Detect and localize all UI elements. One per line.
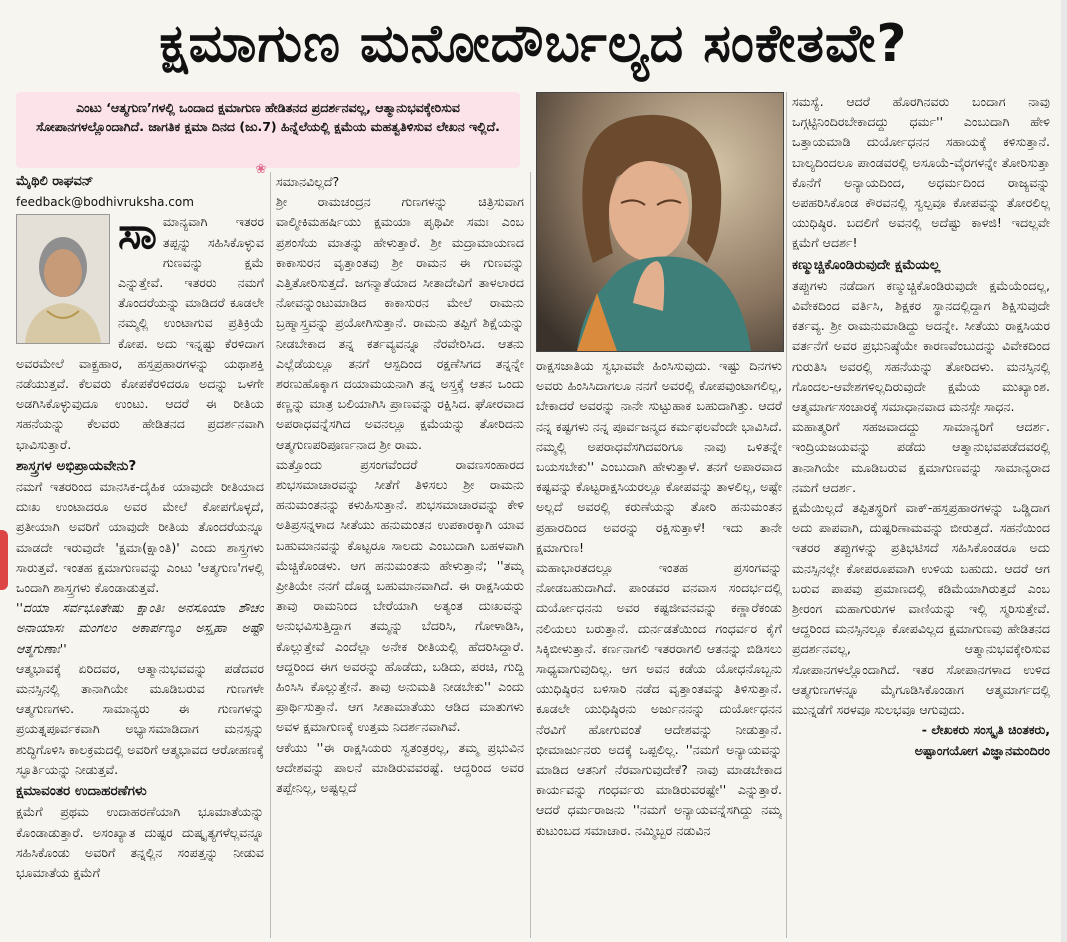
author-portrait-icon — [17, 215, 109, 343]
column-rule — [786, 92, 787, 938]
paragraph: ತಪ್ಪುಗಳು ನಡೆದಾಗ ಕಣ್ಮುಚ್ಚಿಕೊಂಡಿರುವುದೇ ಕ್ಷಮೆಯೆಂದಲ್ಲ, ವಿವೇಕದಿಂದ ವರ್ತಿಸಿ, ಶಿಕ್ಷಕರ ಸ್ಥಾನದಲ್ಲಿದ್ದಾಗ ಶಿಕ್ಷಿಸುವುದೇ ಕರ್ತವ್ಯ. ಶ್ರೀ ರಾಮನುಮಾಡಿದ್ದು ಅದನ್ನೇ. ಸೀತೆಯು ರಾಕ್ಷಸಿಯರ ವರ್ತನೆಗೆ ಅವರ ಪ್ರಭುನಿಷ್ಠೆಯೇ ಕಾರಣವೆಂಬುದನ್ನು ವಿವೇಕದಿಂದ ಗುರುತಿಸಿ ಅವರಲ್ಲಿ ಸಹನೆಯನ್ನು ತೋರಿದಳು. ಮನಸ್ಸಿನಲ್ಲಿ ಗೊಂದಲ-ಆವೇಶಗಳಿಲ್ಲದಿರುವುದೇ ಕ್ಷಮೆಯ ಮುಖ್ಯಾಂಶ. ಆತ್ಮಮಾರ್ಗಸಂಚಾರಕ್ಕೆ ಸಮಾಧಾನವಾದ ಮನಸ್ಸೇ ಸಾಧನ. — [792, 277, 1050, 415]
paragraph: ಮಾನ್ಯವಾಗಿ ಇತರರ ತಪ್ಪನ್ನು ಸಹಿಸಿಕೊಳ್ಳುವ ಗುಣವನ್ನು ಕ್ಷಮೆ ಎನ್ನುತ್ತೇವೆ. ಇತರರು ನಮಗೆ ತೊಂದರೆಯನ್ನು ಮಾಡಿದರೆ ಕೂಡಲೇ ನಮ್ಮಲ್ಲಿ ಉಂಟಾಗುವ ಪ್ರತಿಕ್ರಿಯೆ ಕೋಪ. ಅದು ಇನ್ನಷ್ಟು ಕೆರಳಿದಾಗ ಅವರಮೇಲೆ ವಾಕ್ಪ್ರಹಾರ, ಹಸ್ತಪ್ರಹಾರಗಳನ್ನು ಯಥಾಶಕ್ತಿ ನಡೆಯುತ್ತವೆ. ಕೆಲವರು ಕೋಪಕೆರಳಿದರೂ ಅದನ್ನು ಒಳಗೇ ಅಡಗಿಸಿಕೊಳ್ಳುವುದೂ ಉಂಟು. ಆದರೆ ಈ ರೀತಿಯ ಸಹನೆಯನ್ನು ಕೆಲವರು ಹೇಡಿತನದ ಪ್ರದರ್ಶನವಾಗಿ ಭಾವಿಸುತ್ತಾರೆ. — [16, 214, 264, 452]
article-column-1 — [16, 172, 264, 938]
paragraph: ಆಕೆಯು ''ಈ ರಾಕ್ಷಸಿಯರು ಸ್ವತಂತ್ರರಲ್ಲ, ತಮ್ಮ ಪ್ರಭುವಿನ ಆದೇಶವನ್ನು ಪಾಲನೆ ಮಾಡಿರುವವರಷ್ಟೆ. ಆದ್ದರಿಂದ ಅವರ ತಪ್ಪೇನಿಲ್ಲ, ಅಷ್ಟಲ್ಲದೆ — [276, 739, 524, 796]
praying-girl-icon — [537, 93, 783, 351]
paragraph: ಶ್ರೀ ರಾಮಚಂದ್ರನ ಗುಣಗಳನ್ನು ಚಿತ್ರಿಸುವಾಗ ವಾಲ್ಮೀಕಿಮಹರ್ಷಿಯು ಕ್ಷಮಯಾ ಪೃಥಿವೀ ಸಮಃ ಎಂಬ ಪ್ರಶಂಸೆಯ ಮಾತನ್ನು ಹೇಳುತ್ತಾರೆ. ಶ್ರೀ ಮದ್ರಾಮಾಯಣದ ಕಾಕಾಸುರನ ವೃತ್ತಾಂತವು ಶ್ರೀ ರಾಮನ ಈ ಗುಣವನ್ನು ಎತ್ತಿತೋರಿಸುತ್ತದೆ. ಜಗನ್ಮಾತೆಯಾದ ಸೀತಾದೇವಿಗೆ ತಾಳಲಾರದ ನೋವನ್ನುಂಟುಮಾಡಿದ ಕಾಕಾಸುರನ ಮೇಲೆ ರಾಮನು ಬ್ರಹ್ಮಾಸ್ತ್ರವನ್ನು ಪ್ರಯೋಗಿಸುತ್ತಾನೆ. ರಾಮನು ತಪ್ಪಿಗೆ ಶಿಕ್ಷೆಯನ್ನು ನೀಡಬೇಕಾದ ತನ್ನ ಕರ್ತವ್ಯವನ್ನೂ ನೆರವೇರಿಸಿದ. ಆತನು ಎಲ್ಲೆಡೆಯಲ್ಲೂ ತನಗೆ ಆಸ್ಪದಿಂದ ರಕ್ಷಣೆಸಿಗದ ತನ್ನನ್ನೇ ಶರಣುಹೊಕ್ಕಾಗ ದಯಾಮಯನಾಗಿ ತನ್ನ ಅಸ್ತ್ರಕ್ಕೆ ಆತನ ಒಂದು ಕಣ್ಣನ್ನು ಮಾತ್ರ ಬಲಿಯಾಗಿಸಿ ಪ್ರಾಣವನ್ನು ರಕ್ಷಿಸಿದ. ಘೋರವಾದ ಅಪರಾಧವನ್ನೆಸಗಿದ ಅವನಲ್ಲೂ ಕ್ಷಮೆಯನ್ನು ತೋರಿದನು ಆತ್ಮಗುಣಪರಿಪೂರ್ಣನಾದ ಶ್ರೀ ರಾಮ. — [276, 194, 524, 452]
author-email[interactable]: feedback@bodhivruksha.com — [16, 195, 194, 210]
author-note: - ಲೇಖಕರು ಸಂಸ್ಕೃತಿ ಚಿಂತಕರು, — [921, 722, 1050, 738]
standfirst: ಎಂಟು ‘ಆತ್ಮಗುಣ’ಗಳಲ್ಲಿ ಒಂದಾದ ಕ್ಷಮಾಗುಣ ಹೇಡಿತನದ ಪ್ರದರ್ಶನವಲ್ಲ, ಆತ್ಮಾನುಭವಕ್ಕೇರಿಸುವ ಸೋಪಾನಗಳಲ್ಲೊಂದಾಗಿದೆ. ಜಾಗತಿಕ ಕ್ಷಮಾ ದಿನದ (ಜು.7) ಹಿನ್ನೆಲೆಯಲ್ಲಿ ಕ್ಷಮೆಯ ಮಹತ್ವತಿಳಿಸುವ ಲೇಖನ ಇಲ್ಲಿದೆ. — [16, 92, 520, 168]
paragraph: ಕ್ಷಮೆಗೆ ಪ್ರಥಮ ಉದಾಹರಣೆಯಾಗಿ ಭೂಮಾತೆಯನ್ನು ಕೊಂಡಾಡುತ್ತಾರೆ. ಅಸಂಖ್ಯಾತ ದುಷ್ಟರ ದುಷ್ಕೃತ್ಯಗಳೆಲ್ಲವನ್ನೂ ಸಹಿಸಿಕೊಂಡು ಅವರಿಗೆ ತನ್ನಲ್ಲಿನ ಸಂಪತ್ತನ್ನು ನೀಡುವ ಭೂಮಾತೆಯ ಕ್ಷಮೆಗೆ — [16, 804, 264, 880]
paragraph: ಸಮಾನವಿಲ್ಲದೆ? — [276, 174, 340, 189]
paragraph: ಮಹಾಭಾರತದಲ್ಲೂ ಇಂತಹ ಪ್ರಸಂಗವನ್ನು ನೋಡಬಹುದಾಗಿದೆ. ಪಾಂಡವರ ವನವಾಸ ಸಂದರ್ಭದಲ್ಲಿ ದುರ್ಯೋಧನನು ಅವರ ಕಷ್ಟಜೀವನವನ್ನು ಕಣ್ಣಾರೆಕಂಡು ನಲಿಯಲು ಬರುತ್ತಾನೆ. ದುರ್ನಡತೆಯಿಂದ ಗಂಧರ್ವರ ಕೈಗೆ ಸಿಕ್ಕಿಬೀಳುತ್ತಾನೆ. ಕರ್ಣನಾಗಲಿ ಇತರರಾಗಲಿ ಆತನನ್ನು ಬಿಡಿಸಲು ಸಾಧ್ಯವಾಗುವುದಿಲ್ಲ. ಆಗ ಅವನ ಕಡೆಯ ಯೋಧನೊಬ್ಬನು ಯುಧಿಷ್ಠಿರನ ಬಳಿಸಾರಿ ನಡೆದ ವೃತ್ತಾಂತವನ್ನು ತಿಳಿಸುತ್ತಾನೆ. ಕೂಡಲೇ ಯುಧಿಷ್ಠಿರನು ಅರ್ಜುನನನ್ನು ದುರ್ಯೋಧನನ ನೆರವಿಗೆ ಹೋಗುವಂತೆ ಆದೇಶವನ್ನು ನೀಡುತ್ತಾನೆ. ಭೀಮಾರ್ಜುನರು ಅದಕ್ಕೆ ಒಪ್ಪಲಿಲ್ಲ. ''ನಮಗೆ ಅನ್ಯಾಯವನ್ನು ಮಾಡಿದ ಆತನಿಗೆ ನೆರವಾಗುವುದೇಕೆ? ನಾವು ಮಾಡಬೇಕಾದ ಕಾರ್ಯವನ್ನು ಗಂಧರ್ವರು ಮಾಡಿರುವರಷ್ಟೇ'' ಎನ್ನುತ್ತಾರೆ. ಆದರೆ ಧರ್ಮರಾಜನು ''ನಮಗೆ ಅನ್ಯಾಯವನ್ನೆಸಗಿದ್ದು ನಮ್ಮ ಕುಟುಂಬದ ಸಮಾಚಾರ. ನಮ್ಮಿಬ್ಬರ ನಡುವಿನ — [536, 560, 782, 838]
byline: ಮೈಥಿಲಿ ರಾಘವನ್ — [16, 174, 94, 189]
paragraph: ರಾಕ್ಷಸಜಾತಿಯ ಸ್ವಭಾವವೇ ಹಿಂಸಿಸುವುದು. ಇಷ್ಟು ದಿನಗಳು ಅವರು ಹಿಂಸಿಸಿದಾಗಲೂ ನನಗೆ ಅವರಲ್ಲಿ ಕೋಪವುಂಟಾಗಲಿಲ್ಲ, ಬೇಕಾದರೆ ಅವರನ್ನು ನಾನೇ ಸುಟ್ಟುಹಾಕ ಬಹುದಾಗಿತ್ತು. ಆದರೆ ನನ್ನ ಕಷ್ಟಗಳು ನನ್ನ ಪೂರ್ವಜನ್ಮದ ಕರ್ಮಫಲವೆಂದೇ ಭಾವಿಸಿದೆ. ನಮ್ಮಲ್ಲಿ ಅಪರಾಧವೆಸಗಿದವರಿಗೂ ನಾವು ಒಳಿತನ್ನೇ ಬಯಸಬೇಕು'' ಎಂಬುದಾಗಿ ಹೇಳುತ್ತಾಳೆ. ತನಗೆ ಅಪಾರವಾದ ಕಷ್ಟವನ್ನು ಕೊಟ್ಟರಾಕ್ಷಸಿಯರಲ್ಲೂ ಕೋಪವನ್ನು ತಾಳಲಿಲ್ಲ, ಅಷ್ಟೇ ಅಲ್ಲದೆ ಅವರಲ್ಲಿ ಕರುಣೆಯನ್ನು ತೋರಿ ಹನುಮಂತನ ಪ್ರಹಾರದಿಂದ ಅವರನ್ನು ರಕ್ಷಿಸುತ್ತಾಳೆ! ಇದು ತಾನೇ ಕ್ಷಮಾಗುಣ! — [536, 358, 782, 555]
adjacent-article-edge — [0, 530, 8, 590]
sanskrit-quote: ''ದಯಾ ಸರ್ವಭೂತೇಷು ಕ್ಷಾಂತಿಃ ಅನಸೂಯಾ ಶೌಚಂ ಅನಾಯಾಸಃ ಮಂಗಲಂ ಅಕಾರ್ಪಣ್ಯಂ ಅಸ್ಪೃಹಾ ಅಷ್ಟೌ ಆತ್ಮಗುಣಾಃ'' — [16, 600, 264, 656]
column-rule — [270, 172, 271, 938]
paragraph: ಮಹಾತ್ಮರಿಗೆ ಸಹಜವಾದದ್ದು ಸಾಮಾನ್ಯರಿಗೆ ಆದರ್ಶ. ಇಂದ್ರಿಯಜಯವನ್ನು ಪಡೆದು ಆತ್ಮಾನುಭವಪಡೆದವರಲ್ಲಿ ತಾನಾಗಿಯೇ ಮೂಡಿಬರುವ ಕ್ಷಮಾಗುಣವನ್ನು ಸಾಮಾನ್ಯರಾದ ನಮಗೆ ಆದರ್ಶ. — [792, 419, 1050, 495]
praying-girl-illustration — [536, 92, 784, 352]
flower-ornament-icon: ❀ — [255, 162, 267, 177]
article-column-3 — [536, 356, 782, 938]
headline: ಕ್ಷಮಾಗುಣ ಮನೋದೌರ್ಬಲ್ಯದ ಸಂಕೇತವೇ? — [159, 13, 908, 74]
subheading: ಶಾಸ್ತ್ರಗಳ ಅಭಿಪ್ರಾಯವೇನು? — [16, 457, 137, 474]
page-edge — [1061, 0, 1067, 942]
paragraph: ಮತ್ತೊಂದು ಪ್ರಸಂಗವೆಂದರೆ ರಾವಣಸಂಹಾರದ ಶುಭಸಮಾಚಾರವನ್ನು ಸೀತೆಗೆ ತಿಳಿಸಲು ಶ್ರೀ ರಾಮನು ಹನುಮಂತನನ್ನು ಕಳುಹಿಸುತ್ತಾನೆ. ಶುಭಸಮಾಚಾರವನ್ನು ಕೇಳಿ ಅತಿಪ್ರಸನ್ನಳಾದ ಸೀತೆಯು ಹನುಮಂತನ ಉಪಕಾರಕ್ಕಾಗಿ ಯಾವ ಬಹುಮಾನವನ್ನು ಕೊಟ್ಟರೂ ಸಾಲದು ಎಂಬುದಾಗಿ ಬಹಳವಾಗಿ ಮೆಚ್ಚಿಕೊಂಡಳು. ಆಗ ಹನುಮಂತನು ಹೇಳುತ್ತಾನೆ; ''ತಮ್ಮ ಪ್ರೀತಿಯೇ ನನಗೆ ದೊಡ್ಡ ಬಹುಮಾನವಾಗಿದೆ. ಈ ರಾಕ್ಷಸಿಯರು ತಾವು ರಾಮನಿಂದ ಬೇರೆಯಾಗಿ ಅತ್ಯಂತ ದುಃಖವನ್ನು ಅನುಭವಿಸುತ್ತಿದ್ದಾಗ ತಮ್ಮನ್ನು ಬೆದರಿಸಿ, ಗೋಳಾಡಿಸಿ, ಕೊಲ್ಲುತ್ತೇವೆ ಎಂದೆಲ್ಲಾ ಅನೇಕ ರೀತಿಯಲ್ಲಿ ಹೆದರಿಸಿದ್ದಾರೆ. ಆದ್ದರಿಂದ ಈಗ ಅವರನ್ನು ಹೊಡೆದು, ಬಡಿದು, ಪರಚಿ, ಗುದ್ದಿ ಹಿಂಸಿಸಿ ಕೊಲ್ಲುತ್ತೇನೆ. ತಾವು ಅನುಮತಿ ನೀಡಬೇಕು'' ಎಂದು ಪ್ರಾರ್ಥಿಸುತ್ತಾನೆ. ಆಗ ಸೀತಾಮಾತೆಯು ಆಡಿದ ಮಾತುಗಳು ಅವಳ ಕ್ಷಮಾಗುಣಕ್ಕೆ ಉತ್ತಮ ನಿದರ್ಶನವಾಗಿವೆ. — [276, 456, 524, 735]
paragraph: ನಮಗೆ ಇತರರಿಂದ ಮಾನಸಿಕ-ದೈಹಿಕ ಯಾವುದೇ ರೀತಿಯಾದ ದುಃಖ ಉಂಟಾದರೂ ಅವರ ಮೇಲೆ ಕೋಪಗೊಳ್ಳದೆ, ಪ್ರತೀಯಾಗಿ ಅವರಿಗೆ ಯಾವುದೇ ರೀತಿಯ ತೊಂದರೆಯನ್ನೂ ಮಾಡದೇ ಇರುವುದೇ 'ಕ್ಷಮಾ(ಕ್ಷಾಂತಿ)' ಎಂದು ಶಾಸ್ತ್ರಗಳು ಸಾರುತ್ತವೆ. ಇಂತಹ ಕ್ಷಮಾಗುಣವನ್ನು ಎಂಟು 'ಆತ್ಮಗುಣ'ಗಳಲ್ಲಿ ಒಂದಾಗಿ ಶಾಸ್ತ್ರಗಳು ಕೊಂಡಾಡುತ್ತವೆ. — [16, 479, 264, 596]
author-affiliation: ಅಷ್ಟಾಂಗಯೋಗ ವಿಜ್ಞಾನಮಂದಿರಂ — [914, 742, 1050, 758]
subheading: ಕಣ್ಮುಚ್ಚಿಕೊಂಡಿರುವುದೇ ಕ್ಷಮೆಯಲ್ಲ — [792, 256, 941, 273]
article-column-4 — [792, 92, 1050, 938]
paragraph: ಸಮಸ್ಯೆ. ಆದರೆ ಹೊರಗಿನವರು ಬಂದಾಗ ನಾವು ಒಗ್ಗಟ್ಟಿನಿಂದಿರಬೇಕಾದದ್ದು ಧರ್ಮ'' ಎಂಬುದಾಗಿ ಹೇಳಿ ಒತ್ತಾಯಮಾಡಿ ದುರ್ಯೋಧನನ ಸಹಾಯಕ್ಕೆ ಕಳಿಸುತ್ತಾನೆ. ಬಾಲ್ಯದಿಂದಲೂ ಪಾಂಡವರಲ್ಲಿ ಅಸೂಯೆ-ವೈರಗಳನ್ನೇ ತೋರಿಸುತ್ತಾ ಕೊನೆಗೆ ಅನ್ಯಾಯದಿಂದ, ಅಧರ್ಮದಿಂದ ರಾಜ್ಯವನ್ನು ಅಪಹರಿಸಿಕೊಂಡ ಕೌರವನಲ್ಲಿ ಸ್ವಲ್ಪವೂ ಕೋಪವನ್ನು ತೋರಲಿಲ್ಲ ಯುಧಿಷ್ಠಿರ. ಬದಲಿಗೆ ಅವನಲ್ಲಿ ಅದೆಷ್ಟು ಕಾಳಜಿ! ಇದಲ್ಲವೇ ಕ್ಷಮೆಗೆ ಆದರ್ಶ! — [792, 94, 1050, 251]
paragraph: ಆತ್ಮಭಾವಕ್ಕೆ ಏರಿದವರ, ಆತ್ಮಾನುಭವವನ್ನು ಪಡೆದವರ ಮನಸ್ಸಿನಲ್ಲಿ ತಾನಾಗಿಯೇ ಮೂಡಿಬರುವ ಗುಣಗಳೇ ಆತ್ಮಗುಣಗಳು. ಸಾಮಾನ್ಯರು ಈ ಗುಣಗಳನ್ನು ಪ್ರಯತ್ನಪೂರ್ವಕವಾಗಿ ಅಭ್ಯಾಸಮಾಡಿದಾಗ ಮನಸ್ಸನ್ನು ಶುದ್ಧಿಗೊಳಿಸಿ ಕಾಲಕ್ರಮದಲ್ಲಿ ಅವರಿಗೆ ಆತ್ಮಭಾವದ ಆರೋಹಣಕ್ಕೆ ಸ್ಫೂರ್ತಿಯನ್ನು ನೀಡುತ್ತವೆ. — [16, 660, 264, 777]
subheading: ಕ್ಷಮಾವಂತರ ಉದಾಹರಣೆಗಳು — [16, 783, 147, 800]
paragraph: ಕ್ಷಮೆಯಿಲ್ಲದೆ ತಪ್ಪಿತಸ್ಥರಿಗೆ ವಾಕ್-ಹಸ್ತಪ್ರಹಾರಗಳನ್ನು ಒಡ್ಡಿದಾಗ ಅದು ಪಾಪವಾಗಿ, ದುಷ್ಪರಿಣಾಮವನ್ನು ಬೀರುತ್ತದೆ. ಸಹನೆಯಿಂದ ಇತರರ ತಪ್ಪುಗಳನ್ನು ಪ್ರತಿಭಟಿಸದೆ ಸಹಿಸಿಕೊಂಡರೂ ಅದು ಮನಸ್ಸಿನಲ್ಲೇ ಕೋಪರೂಪವಾಗಿ ಉಳಿಯ ಬಹುದು. ಆದರೆ ಆಗ ಬರುವ ಪಾಪವು ಪ್ರಮಾಣದಲ್ಲಿ ಕಡಿಮೆಯಾಗಿರುತ್ತದೆ ಎಂಬ ಶ್ರೀರಂಗ ಮಹಾಗುರುಗಳ ವಾಣಿಯನ್ನು ಇಲ್ಲಿ ಸ್ಮರಿಸುತ್ತೇವೆ. ಆದ್ದರಿಂದ ಮನಸ್ಸಿನಲ್ಲೂ ಕೋಪವಿಲ್ಲದ ಕ್ಷಮಾಗುಣವು ಹೇಡಿತನದ ಪ್ರದರ್ಶನವಲ್ಲ, ಆತ್ಮಾನುಭವಕ್ಕೇರಿಸುವ ಸೋಪಾನಗಳಲ್ಲೊಂದಾಗಿದೆ. ಇತರ ಸೋಪಾನಗಳಾದ ಉಳಿದ ಆತ್ಮಗುಣಗಳನ್ನೂ ಮೈಗೂಡಿಸಿಕೊಂಡಾಗ ಆತ್ಮಮಾರ್ಗದಲ್ಲಿ ಮುನ್ನಡೆಗೆ ಸರಳವೂ ಸುಲಭವೂ ಆಗುವುದು. — [792, 500, 1050, 718]
author-photo — [16, 214, 110, 344]
dropcap: ಸಾ — [118, 208, 157, 260]
article-column-2 — [276, 172, 524, 938]
column-rule — [530, 172, 531, 938]
